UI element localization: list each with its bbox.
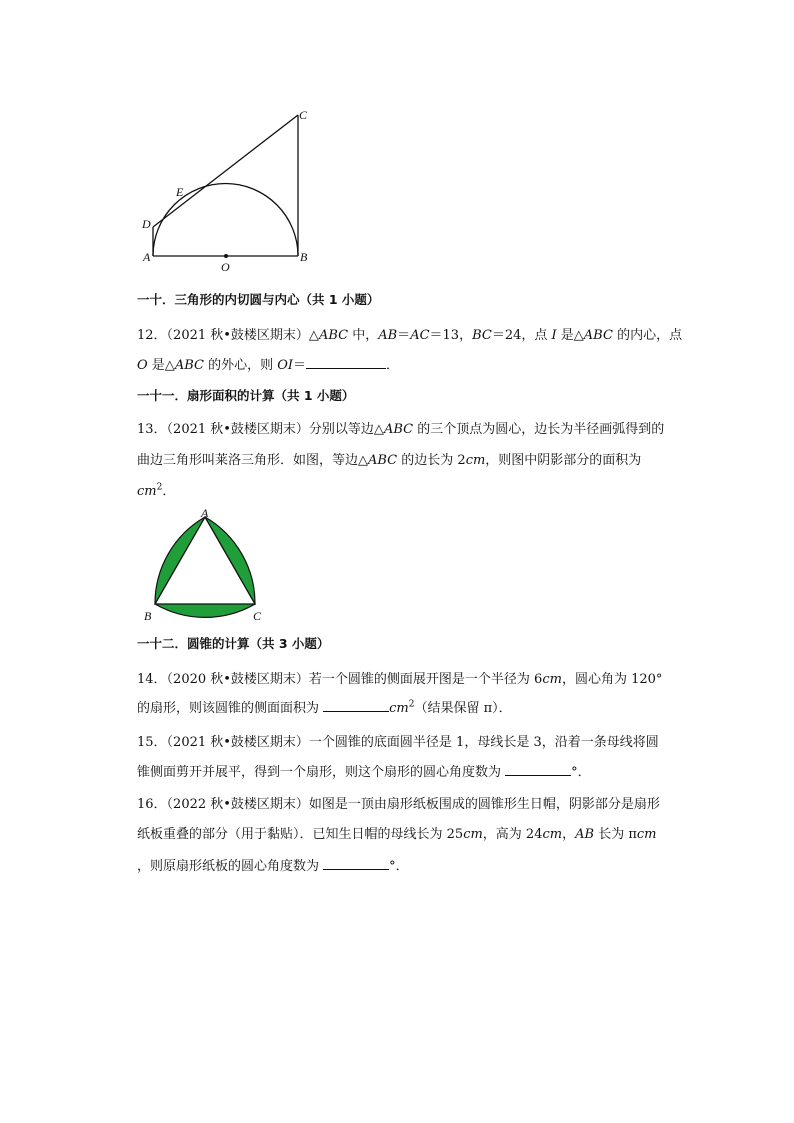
q13-text: 曲边三角形叫莱洛三角形．如图，等边△ (137, 453, 368, 468)
label-a: A (201, 508, 209, 520)
q12-var: ABC (583, 328, 613, 343)
q13-unit: cm (137, 484, 157, 499)
q15-line2 (137, 761, 591, 780)
q12-text: 是△ (147, 358, 175, 373)
q13-text: 的边长为 2 (397, 453, 466, 468)
label-c: C (299, 108, 308, 122)
q13-exponent: 2 (156, 482, 163, 493)
label-d: D (142, 217, 151, 231)
label-o: O (221, 260, 230, 274)
q13-line2 (137, 449, 641, 468)
q16-unit: cm (636, 827, 657, 842)
q13-text: 的三个顶点为圆心，边长为半径画弧得到的 (413, 422, 665, 437)
q13-line3 (137, 480, 175, 499)
q12-line2 (137, 354, 399, 373)
q12-var: AB (378, 328, 398, 343)
q16-var: AB (575, 827, 595, 842)
q14-unit: cm (542, 672, 562, 687)
q13-text: 13．（2021 秋•鼓楼区期末）分别以等边△ (137, 422, 384, 437)
q12-var: I (551, 328, 557, 343)
q14-line2 (137, 697, 512, 716)
q14-text: ，圆心角为 120° (561, 672, 663, 687)
q13-var: ABC (368, 453, 398, 468)
q16-line3 (137, 855, 409, 874)
q16-answer-blank[interactable] (323, 857, 389, 870)
q12-var: AC (410, 328, 430, 343)
q16-text: 16．（2022 秋•鼓楼区期末）如图是一顶由扇形纸板围成的圆锥形生日帽，阴影部分是扇形 (137, 797, 660, 812)
q13-text: ，则图中阴影部分的面积为 (485, 453, 642, 468)
q12-text: 的外心，则 (203, 358, 278, 373)
q12-var: OI (277, 358, 294, 373)
section-heading-12: 一十二．圆锥的计算（共 3 小题） (137, 636, 330, 651)
q16-unit: cm (463, 827, 483, 842)
q12-text: ． (386, 358, 400, 373)
label-a: A (143, 250, 151, 264)
q12-answer-blank[interactable] (306, 356, 386, 369)
q15-text: 15．（2021 秋•鼓楼区期末）一个圆锥的底面圆半径是 1，母线长是 3，沿着一条母线将圆 (137, 735, 659, 750)
figure-semicircle-tangent (135, 105, 320, 275)
q14-exponent: 2 (408, 699, 415, 710)
q12-text: 的内心，点 (612, 328, 683, 343)
q13-line1 (137, 418, 664, 437)
section-heading-10: 一十．三角形的内切圆与内心（共 1 小题） (137, 292, 380, 307)
q13-unit: cm (465, 453, 486, 468)
q16-text: ，则原扇形纸板的圆心角度数为 (137, 859, 324, 874)
q14-unit: cm (389, 701, 409, 716)
q16-text: 纸板重叠的部分（用于黏贴）．已知生日帽的母线长为 25 (137, 827, 464, 842)
q12-var: BC (472, 328, 492, 343)
q14-text: （结果保留 π）． (414, 701, 512, 716)
q12-text: ＝24，点 (491, 328, 552, 343)
q12-var: ABC (174, 358, 204, 373)
q13-text: ． (162, 484, 176, 499)
q16-text: ，高为 24 (482, 827, 543, 842)
q14-answer-blank[interactable] (323, 699, 389, 712)
segment-dc (153, 115, 298, 227)
q16-unit: cm (542, 827, 563, 842)
q14-text: 的扇形，则该圆锥的侧面面积为 (137, 701, 324, 716)
q12-text: ＝ (293, 358, 307, 373)
q15-text: °． (571, 765, 591, 780)
q16-text: 长为 π (594, 827, 637, 842)
q15-answer-blank[interactable] (505, 763, 571, 776)
label-e: E (176, 185, 184, 199)
section-heading-11: 一十一．扇形面积的计算（共 1 小题） (137, 388, 355, 403)
q15-text: 锥侧面剪开并展平，得到一个扇形，则这个扇形的圆心角度数为 (137, 765, 506, 780)
q16-line2 (137, 823, 656, 842)
center-point-o (224, 254, 228, 258)
q12-text: 中， (348, 328, 379, 343)
q12-text: ＝ (397, 328, 411, 343)
q12-text: 是△ (556, 328, 584, 343)
q13-var: ABC (383, 422, 414, 437)
label-b: B (300, 250, 308, 264)
q12-var: ABC (318, 328, 349, 343)
label-c: C (253, 609, 262, 623)
q14-line1 (137, 668, 662, 687)
label-b: B (144, 609, 152, 623)
q14-text: 14．（2020 秋•鼓楼区期末）若一个圆锥的侧面展开图是一个半径为 6 (137, 672, 543, 687)
q15-line1 (137, 731, 659, 750)
figure-reuleaux-triangle (140, 508, 270, 626)
q12-var: O (137, 358, 148, 373)
q16-text: ， (562, 827, 576, 842)
q12-line1 (137, 324, 682, 343)
q12-text: ＝13， (429, 328, 473, 343)
q12-text: 12．（2021 秋•鼓楼区期末）△ (137, 328, 319, 343)
semicircle-arc (153, 184, 298, 256)
q16-text: °． (389, 859, 409, 874)
q16-line1 (137, 793, 660, 812)
